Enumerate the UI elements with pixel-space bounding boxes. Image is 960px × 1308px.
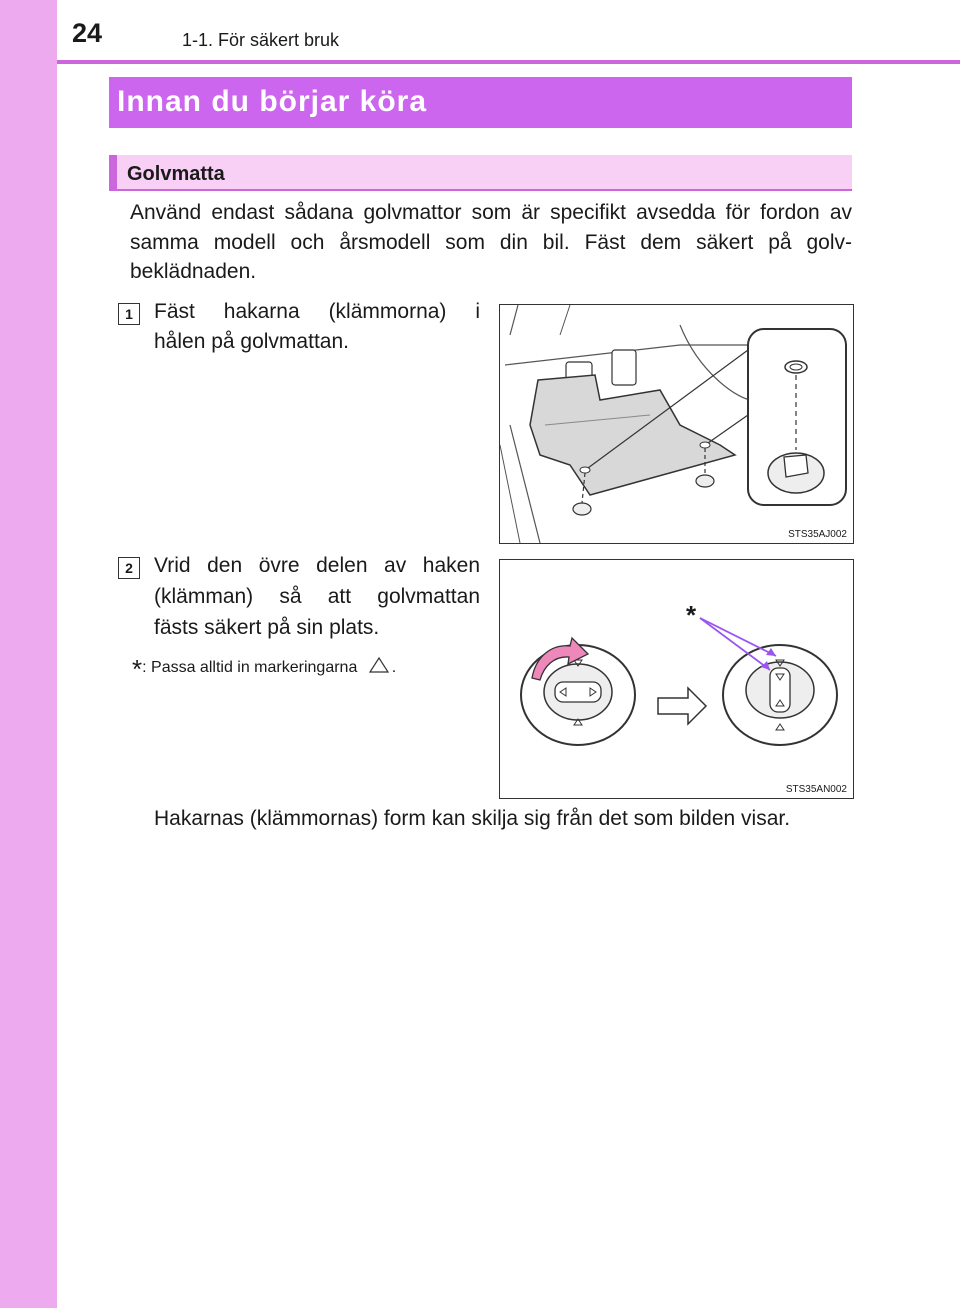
figure-2-code: STS35AN002 bbox=[785, 784, 847, 795]
figure-2-asterisk: * bbox=[686, 600, 697, 630]
header-rule bbox=[57, 60, 960, 64]
figure-1-code: STS35AJ002 bbox=[788, 529, 847, 540]
floor-mat-illustration bbox=[500, 305, 853, 543]
step-2-line-3: fästs säkert på sin plats. bbox=[154, 616, 380, 639]
clip-rotation-illustration bbox=[500, 560, 853, 798]
section-title: Innan du börjar köra bbox=[117, 85, 428, 118]
note-asterisk: * bbox=[132, 654, 143, 684]
note bbox=[132, 648, 397, 684]
triangle-mark-icon bbox=[368, 656, 390, 674]
step-1-line-2: hålen på golvmattan. bbox=[154, 330, 349, 353]
figure-clip-rotation bbox=[499, 559, 854, 799]
step-2-line-2: (klämman) så att golvmattan bbox=[154, 585, 480, 608]
chapter-title: 1-1. För säkert bruk bbox=[182, 30, 340, 50]
subsection-accent bbox=[109, 155, 117, 191]
final-note: Hakarnas (klämmornas) form kan skilja sig från det som bilden visar. bbox=[154, 807, 791, 830]
direction-arrow-icon bbox=[658, 688, 706, 724]
intro-paragraph: Använd endast sådana golvmattor som är specifikt avsedda för fordon av samma modell och årsmodell som din bil. Fäst dem säkert på golv-beklädnaden. bbox=[130, 201, 852, 283]
page-number: 24 bbox=[72, 18, 103, 48]
subsection-title: Golvmatta bbox=[127, 163, 225, 185]
note-text: : Passa alltid in markeringarna bbox=[142, 659, 358, 676]
step-2-number: 2 bbox=[118, 557, 140, 579]
step-1-number: 1 bbox=[118, 303, 140, 325]
step-2-line-1: Vrid den övre delen av haken bbox=[154, 554, 480, 577]
note-period: . bbox=[391, 659, 397, 676]
step-1-line-1: Fäst hakarna (klämmorna) i bbox=[154, 300, 480, 323]
figure-floor-mat bbox=[499, 304, 854, 544]
page-side-band bbox=[0, 0, 57, 1308]
